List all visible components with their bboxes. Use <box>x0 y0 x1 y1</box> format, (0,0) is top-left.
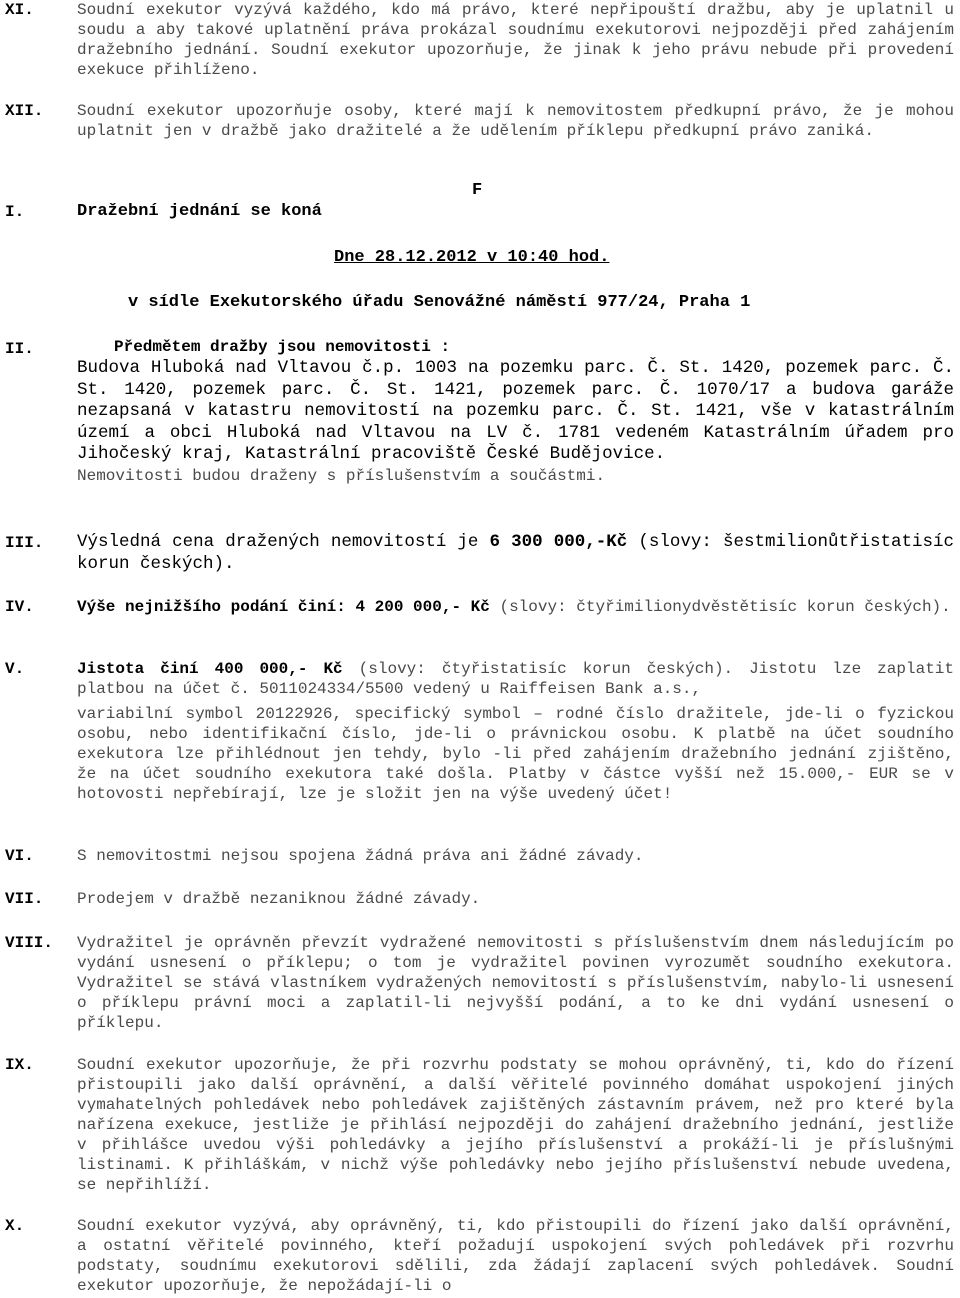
property-heading: Předmětem dražby jsou nemovitosti : <box>114 338 451 356</box>
price-amount: 6 300 000,-Kč <box>489 532 628 552</box>
section-number: IX. <box>5 1056 34 1074</box>
section-number: XI. <box>5 1 34 19</box>
section-number: I. <box>5 203 25 221</box>
section-number: VIII. <box>5 934 54 952</box>
section-number: III. <box>5 534 44 552</box>
section-text: Soudní exekutor vyzývá, aby oprávněný, ti, kdo přistoupili do řízení jako další oprávnění, a ostatní věřitelé povinného, kteří požadují uspokojení svých pohledávek při rozvrhu podstaty, soudnímu exekutorovi sdělili, zda žádají zaplacení svých pohledávek. Soudní exekutor upozorňuje, že nepožádají-li o <box>77 1217 954 1295</box>
deposit-details: variabilní symbol 20122926, specifický symbol – rodné číslo dražitele, jde-li o fyzickou osobu, nebo identifikační číslo, jde-li o právnickou osobu. K platbě na účet soudního exekutora lze přihlédnout jen tehdy, bylo -li před zahájením dražebního jednání zjištěno, že na účet soudního exekutora také došla. Platby v částce vyšší než 15.000,- EUR se v hotovosti nepřebírají, lze je složit jen na výše uvedený účet! <box>77 705 954 803</box>
auction-heading: Dražební jednání se koná <box>77 202 322 221</box>
price-text-post: (slovy: šestmilionůtřistatisíc korun českých). <box>77 532 954 574</box>
section-number: X. <box>5 1217 25 1235</box>
property-description: Budova Hluboká nad Vltavou č.p. 1003 na pozemku parc. Č. St. 1420, pozemek parc. Č. St. 1420, pozemek parc. Č. St. 1421, pozemek parc. Č. 1070/17 a budova garáže nezapsaná v katastru nemovitostí na pozemku parc. Č. St. 1421, vše v katastrálním území a obci Hluboká nad Vltavou na LV č. 1781 vedeném Katastrálním úřadem pro Jihočeský kraj, Katastrální pracoviště České Budějovice. <box>77 358 954 464</box>
section-text: Soudní exekutor upozorňuje osoby, které mají k nemovitostem předkupní právo, že je mohou uplatnit jen v dražbě jako dražitelé a že udělením příklepu předkupní právo zaniká. <box>77 102 954 140</box>
min-bid: Výše nejnižšího podání činí: 4 200 000,- Kč <box>77 598 490 616</box>
property-note: Nemovitosti budou draženy s příslušenstvím a součástmi. <box>77 466 606 485</box>
section-number: VII. <box>5 890 44 908</box>
section-f <box>0 180 960 320</box>
auction-date: Dne 28.12.2012 v 10:40 hod. <box>334 248 610 267</box>
deposit-amount: Jistota činí 400 000,- Kč <box>77 660 343 678</box>
section-number: IV. <box>5 598 34 616</box>
section-text: Soudní exekutor upozorňuje, že při rozvrhu podstaty se mohou oprávněný, ti, kdo do řízení přistoupili jako další oprávnění, a další věřitelé povinného domáhat uspokojení jiných vymahatelných pohledávek nebo pohledávek zajištěných zástavním právem, než pro které byla nařízena exekuce, jestliže je přihlásí nejpozději do zahájení dražebního jednání, jestliže v přihlášce uvedou výši pohledávky a jejího příslušenství a prokáží-li je příslušnými listinami. K přihláškám, v nichž výše pohledávky nebo jejího příslušenství nebude uvedena, se nepřihlíží. <box>77 1056 954 1194</box>
section-number: V. <box>5 660 25 678</box>
section-number: VI. <box>5 847 34 865</box>
section-text: Soudní exekutor vyzývá každého, kdo má právo, které nepřipouští dražbu, aby je uplatnil u soudu a aby takové uplatnění práva prokázal soudnímu exekutorovi nejpozději před zahájením dražebního jednání. Soudní exekutor upozorňuje, že jinak k jeho právu nebude při provedení exekuce přihlíženo. <box>77 1 954 79</box>
section-letter: F <box>472 181 483 200</box>
section-number: II. <box>5 340 34 358</box>
section-text: Vydražitel je oprávněn převzít vydražené nemovitosti s příslušenstvím dnem následujícím po vydání usnesení o příklepu; o tom je vydražitel povinen vyrozumět soudního exekutora. Vydražitel se stává vlastníkem vydražených nemovitostí s příslušenstvím, nabylo-li usnesení o příklepu právní moci a zaplatil-li nejvyšší podání, a to ke dni vydání usnesení o příklepu. <box>77 934 954 1032</box>
section-number: XII. <box>5 102 44 120</box>
section-text: Prodejem v dražbě nezaniknou žádné závady. <box>77 890 481 908</box>
min-bid-words: (slovy: čtyřimilionydvěstětisíc korun českých). <box>489 598 951 616</box>
section-text: S nemovitostmi nejsou spojena žádná práva ani žádné závady. <box>77 847 644 865</box>
price-text-pre: Výsledná cena dražených nemovitostí je <box>77 532 490 552</box>
auction-place: v sídle Exekutorského úřadu Senovážné náměstí 977/24, Praha 1 <box>128 293 751 312</box>
deposit-words: (slovy: čtyřistatisíc korun českých). Jistotu lze zaplatit platbou na účet č. 5011024334/5500 vedený u Raiffeisen Bank a.s., <box>77 660 954 698</box>
